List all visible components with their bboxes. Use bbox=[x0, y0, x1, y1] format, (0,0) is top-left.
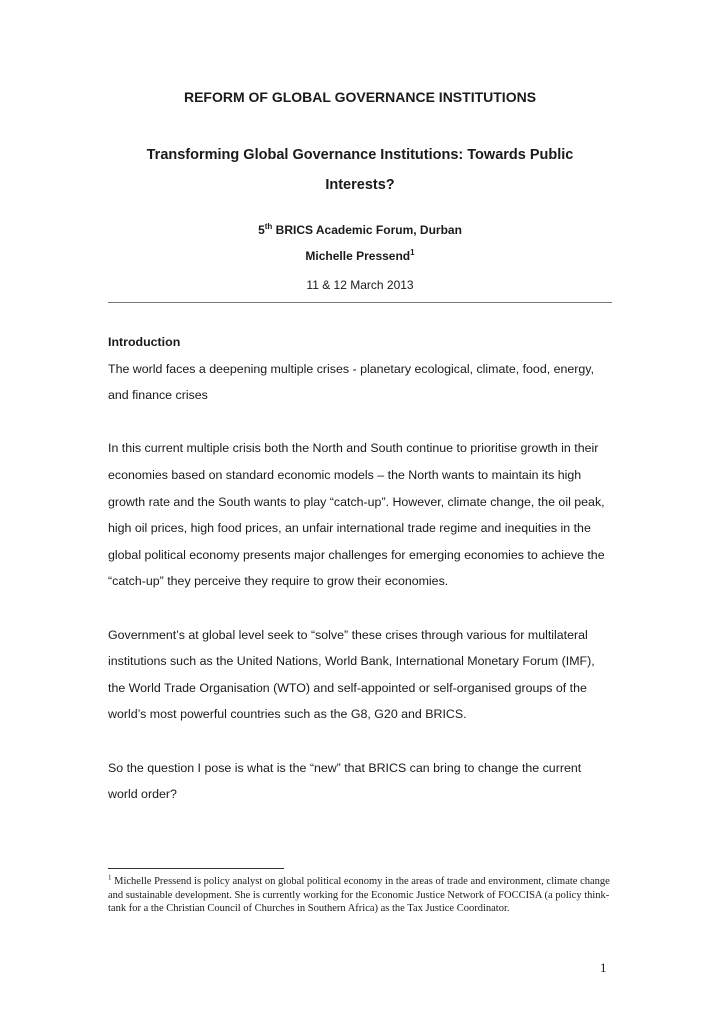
paragraph: So the question I pose is what is the “new” that BRICS can bring to change the current world order? bbox=[108, 760, 582, 802]
paragraph: Government’s at global level seek to “solve” these crises through various for multilateral institutions such as the United Nations, World Bank, International Monetary Forum (IMF), the World Trade Organisation (WTO) and self-appointed or self-organised groups of the world’s most powerful countries such as the G8, G20 and BRICS. bbox=[108, 627, 595, 722]
main-title: REFORM OF GLOBAL GOVERNANCE INSTITUTIONS bbox=[183, 89, 537, 105]
footnote-divider bbox=[108, 868, 284, 869]
forum-name: BRICS Academic Forum, Durban bbox=[272, 223, 462, 237]
footnote bbox=[108, 875, 612, 916]
forum-ordinal: th bbox=[264, 222, 273, 231]
forum-number: 5 bbox=[258, 223, 265, 237]
paragraph: In this current multiple crisis both the North and South continue to prioritise growth in their economies based on standard economic models – the North wants to maintain its high growth rate and the South wants to play “catch-up”. However, climate change, the oil peak, high oil prices, high food prices, an unfair international trade regime and inequities in the global political economy presents major challenges for emerging economies to achieve the “catch-up” they perceive they require to grow their economies. bbox=[108, 441, 605, 589]
title-divider bbox=[108, 302, 612, 303]
paragraph: The world faces a deepening multiple crises - planetary ecological, climate, food, energy, and finance crises bbox=[108, 361, 595, 403]
footnote-ref: 1 bbox=[410, 248, 415, 257]
body-text bbox=[108, 329, 612, 808]
author-name: Michelle Pressend bbox=[305, 249, 411, 263]
footnote-text: Michelle Pressend is policy analyst on global political economy in the areas of trade and environment, climate change and sustainable development. She is currently working for the Economic Justice Network of FOCCISA (a policy think-tank for a the Christian Council of Churches in Southern Africa) as the Tax Justice Coordinator. bbox=[108, 876, 610, 914]
subtitle: Transforming Global Governance Institutions: Towards Public Interests? bbox=[146, 147, 574, 193]
author-line bbox=[0, 249, 720, 263]
section-heading: Introduction bbox=[108, 335, 181, 349]
forum-line bbox=[0, 223, 720, 237]
page-number: 1 bbox=[600, 960, 607, 975]
footnote-marker: 1 bbox=[108, 873, 112, 882]
date: 11 & 12 March 2013 bbox=[306, 278, 414, 292]
